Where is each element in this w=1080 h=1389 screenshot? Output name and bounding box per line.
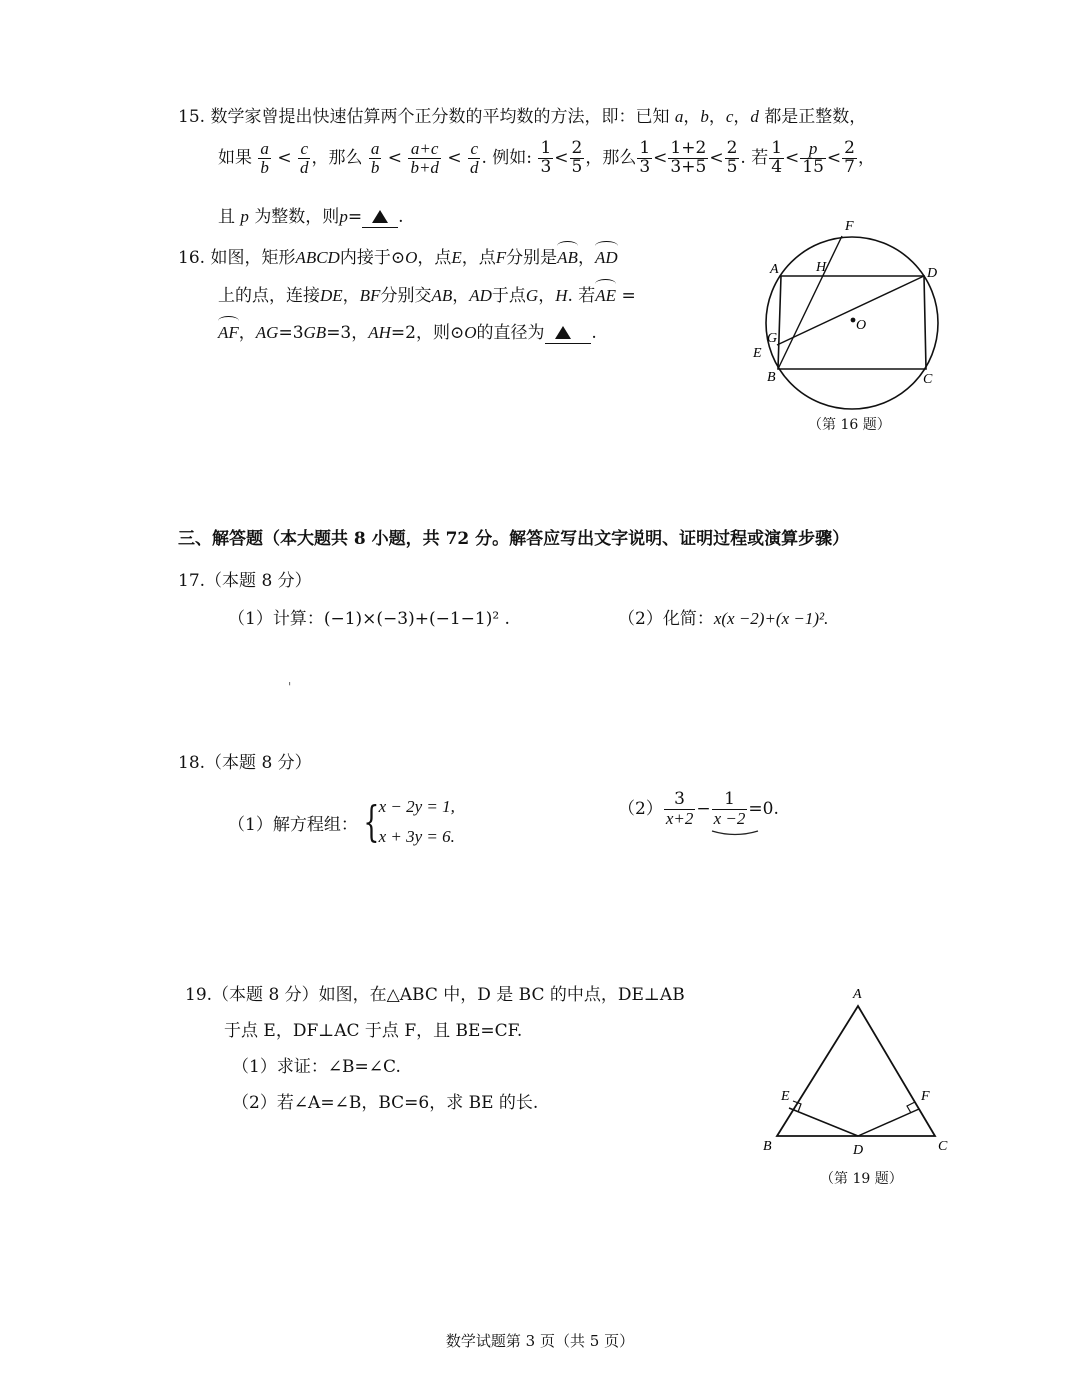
fraction: $\frac{1}{3}$ [540, 138, 552, 177]
fraction: $\frac{a+c}{b+d}$ [410, 139, 439, 177]
q15-line2: 如果 $\frac{a}{b}$ < $\frac{c}{d}$ ，那么 $\frac{a}{b}$ < $\frac{a+c}{b+d}$ < $\frac{c}{d}$ . 例如: $\frac{1}{3}$ < $\frac{2}{5}$ ，那么 $\frac{1}{3}$ < $\frac{1+2}{3+5}$ < $\frac{2}{5}$ . 若 $\frac{1}{4}$ < $\frac{p}{15}$ < $\frac{2}{7}$ ， [218, 138, 875, 177]
figure-19-triangle-diagram [755, 982, 955, 1162]
fraction: $\frac{2}{5}$ [571, 138, 583, 177]
triangle-icon [372, 210, 388, 223]
section-3-title: 三、解答题（本大题共 8 小题，共 72 分。解答应写出文字说明、证明过程或演算步骤） [178, 529, 850, 549]
q16-line3: AF，AG=3GB=3，AH=2，则⊙O的直径为 . [218, 318, 597, 344]
fraction: $\frac{3}{x+2}$ [665, 789, 694, 828]
stray-mark: ' [288, 680, 292, 694]
fraction: $\frac{2}{5}$ [726, 138, 738, 177]
label-e: E [753, 346, 762, 361]
q17-part1: （1）计算：(−1)×(−3)+(−1−1)² . [228, 609, 510, 629]
q16-line1: 16. 如图，矩形ABCD内接于⊙O，点E，点F分别是AB，AD [178, 243, 618, 268]
circle-o [766, 237, 938, 409]
segment-df [858, 1109, 919, 1136]
figure-16-caption: （第 16 题） [808, 417, 891, 433]
q15-line3: 且 p 为整数，则p= . [218, 207, 404, 227]
q19-line2: 于点 E，DF⊥AC 于点 F，且 BE=CF. [224, 1021, 523, 1041]
q15-number: 15. [178, 107, 206, 127]
label-o: O [856, 318, 867, 333]
label-a: A [770, 262, 779, 277]
segment-bf [778, 236, 842, 369]
fraction: $\frac{a}{b}$ [370, 139, 380, 177]
q17-title: 17.（本题 8 分） [178, 571, 312, 591]
label-e: E [781, 1089, 790, 1104]
q16-number: 16. [178, 248, 206, 268]
answer-blank [362, 207, 398, 228]
label-g: G [767, 331, 778, 346]
q18-part2: （2） $\frac{3}{x+2}$ − $\frac{1}{x -2}$ =0. [618, 791, 779, 828]
triangle-icon [555, 326, 571, 339]
q17-part2: （2）化简：x(x −2)+(x −1)². [618, 609, 829, 629]
label-f: F [921, 1089, 930, 1104]
handwritten-underline [710, 828, 760, 838]
arc-ae: AE [595, 282, 616, 306]
fraction: $\frac{c}{d}$ [299, 139, 309, 177]
label-b: B [767, 370, 776, 385]
arc-ab: AB [557, 244, 578, 268]
brace-symbol: { [363, 797, 380, 846]
segment-de [777, 276, 924, 345]
fraction: $\frac{1}{3}$ [639, 138, 651, 177]
triangle-abc [777, 1006, 935, 1136]
figure-16-circle-diagram [745, 215, 960, 440]
q19-title: 19.（本题 8 分）如图，在△ABC 中，D 是 BC 的中点，DE⊥AB [185, 985, 685, 1005]
equation-2: x + 3y = 6. [378, 827, 455, 846]
equation-1: x − 2y = 1, [378, 797, 455, 816]
fraction: $\frac{1}{4}$ [771, 138, 783, 177]
label-d: D [927, 266, 938, 281]
fraction: $\frac{1+2}{3+5}$ [670, 138, 707, 177]
q18-part1: （1）解方程组： { x − 2y = 1, x + 3y = 6. [228, 792, 455, 852]
q16-line2: 上的点，连接DE，BF分别交AB，AD于点G，H. 若AE = [218, 281, 636, 306]
label-a: A [853, 987, 862, 1002]
fraction: $\frac{a}{b}$ [260, 139, 269, 177]
arc-af: AF [218, 319, 239, 343]
fraction: $\frac{c}{d}$ [469, 139, 479, 177]
fraction: $\frac{p}{15}$ [802, 139, 824, 177]
q19-part2: （2）若∠A=∠B，BC=6，求 BE 的长. [232, 1093, 539, 1113]
figure-19-caption: （第 19 题） [820, 1171, 903, 1187]
fraction: $\frac{2}{7}$ [844, 138, 855, 177]
page-footer: 数学试题第 3 页（共 5 页） [445, 1332, 635, 1350]
fraction: $\frac{1}{x -2}$ [712, 791, 748, 828]
center-point-o [851, 318, 856, 323]
answer-blank [545, 323, 592, 344]
label-f: F [845, 219, 854, 234]
segment-de [789, 1108, 858, 1136]
label-b: B [763, 1139, 772, 1154]
q19-part1: （1）求证：∠B=∠C. [232, 1057, 401, 1077]
label-c: C [923, 372, 933, 387]
arc-ad: AD [595, 244, 618, 268]
label-h: H [816, 260, 827, 275]
q15-line1: 15. 数学家曾提出快速估算两个正分数的平均数的方法，即：已知 a，b，c，d 都是正整数， [178, 107, 867, 127]
q18-title: 18.（本题 8 分） [178, 753, 312, 773]
label-d: D [853, 1143, 864, 1158]
label-c: C [938, 1139, 948, 1154]
